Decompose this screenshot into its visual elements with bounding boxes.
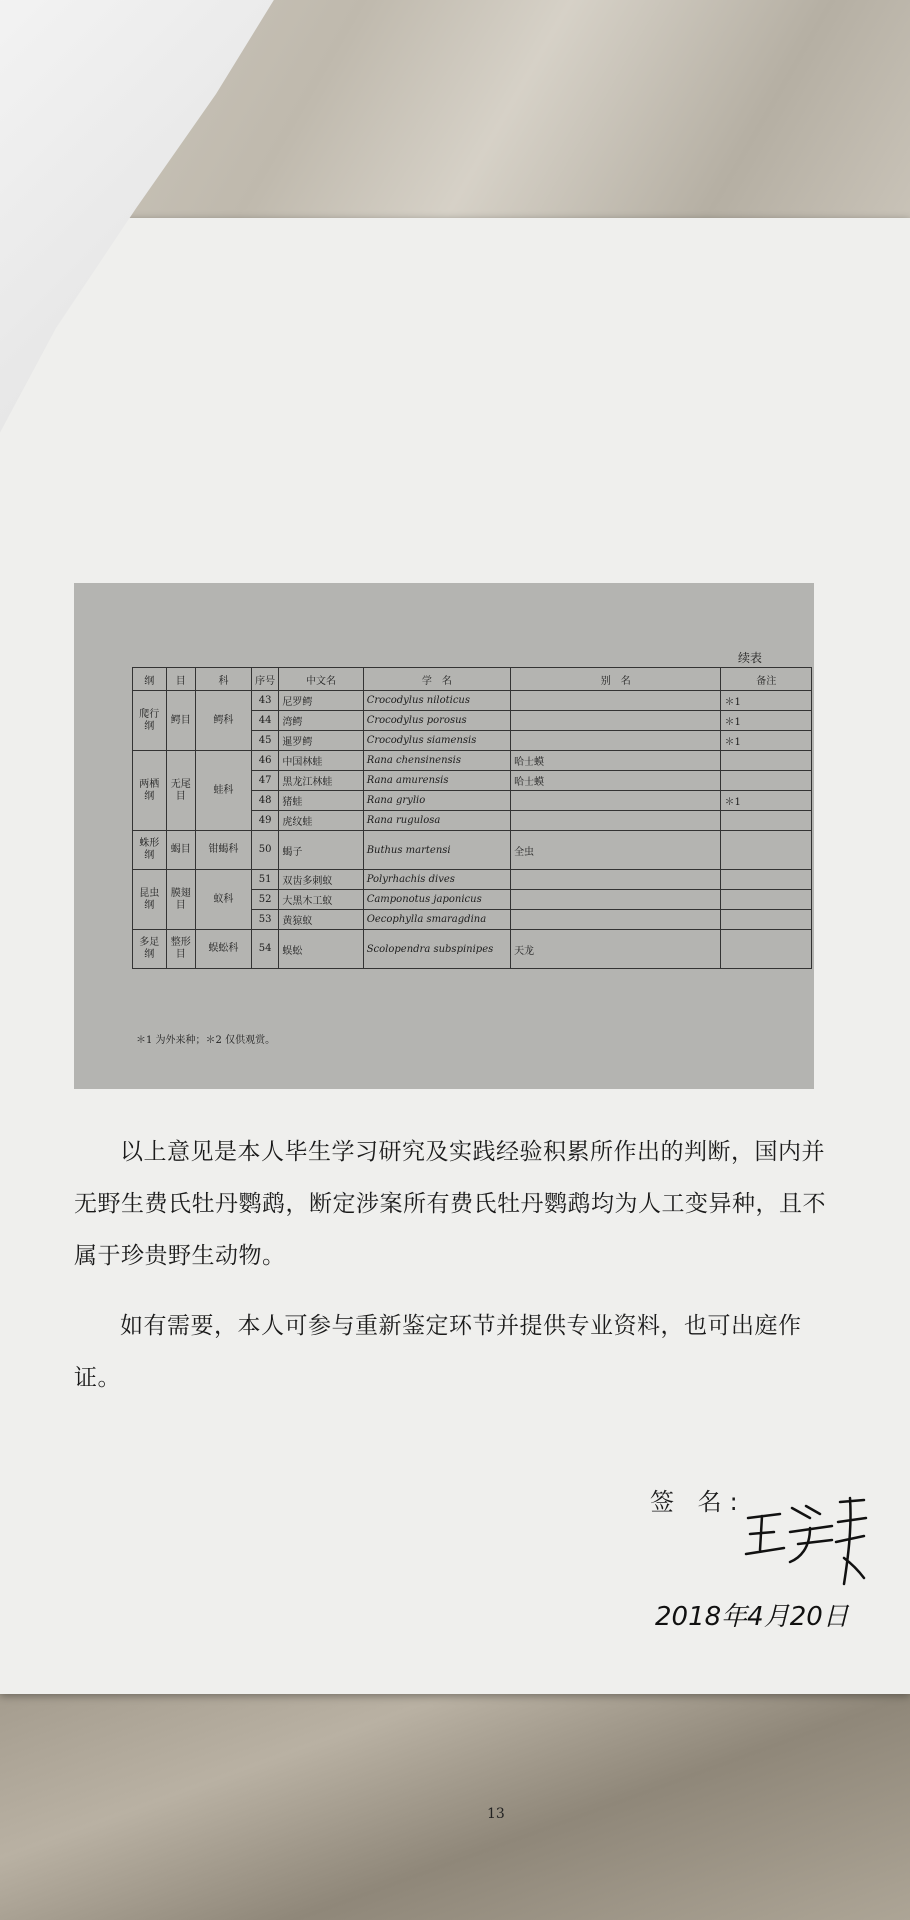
cell-class: 多足纲 [133,930,167,969]
cell-note: ＊1 [721,731,812,751]
table-row [133,751,812,771]
header-family: 科 [196,668,252,691]
cell-scientific-name: Scolopendra subspinipes [363,930,510,969]
cell-alias [511,691,721,711]
cell-number: 53 [251,910,278,930]
table-row [133,870,812,890]
cell-chinese-name: 尼罗鳄 [279,691,363,711]
cell-family: 钳蝎科 [196,831,252,870]
cell-order: 鳄目 [166,691,195,751]
cell-number: 52 [251,890,278,910]
cell-alias: 哈士蟆 [511,771,721,791]
cell-scientific-name: Rana amurensis [363,771,510,791]
cell-scientific-name: Crocodylus niloticus [363,691,510,711]
cell-note [721,930,812,969]
cell-number: 44 [251,711,278,731]
cell-scientific-name: Oecophylla smaragdina [363,910,510,930]
document-page [0,218,910,1822]
cell-scientific-name: Rana chensinensis [363,751,510,771]
cell-chinese-name: 双齿多刺蚁 [279,870,363,890]
cell-order: 整形目 [166,930,195,969]
cell-number: 51 [251,870,278,890]
marble-background-bottom [0,1690,910,1920]
cell-number: 46 [251,751,278,771]
cell-number: 49 [251,811,278,831]
cell-alias [511,910,721,930]
table-row [133,930,812,969]
header-alias: 别 名 [511,668,721,691]
signature-label: 签 名: [650,1488,746,1516]
cell-scientific-name: Crocodylus porosus [363,711,510,731]
cell-alias [511,731,721,751]
cell-family: 蜈蚣科 [196,930,252,969]
cell-alias [511,791,721,811]
cell-number: 48 [251,791,278,811]
cell-alias [511,890,721,910]
cell-note: ＊1 [721,791,812,811]
cell-note [721,811,812,831]
cell-order: 蝎目 [166,831,195,870]
cell-chinese-name: 蜈蚣 [279,930,363,969]
cell-family: 蛙科 [196,751,252,831]
cell-class: 爬行纲 [133,691,167,751]
continued-label: 续表 [737,651,762,665]
cell-chinese-name: 暹罗鳄 [279,731,363,751]
cell-order: 膜翅目 [166,870,195,930]
cell-chinese-name: 黄猄蚁 [279,910,363,930]
cell-chinese-name: 猪蛙 [279,791,363,811]
cell-note: ＊1 [721,711,812,731]
cell-chinese-name: 大黑木工蚁 [279,890,363,910]
cell-number: 45 [251,731,278,751]
cell-scientific-name: Rana rugulosa [363,811,510,831]
paragraph-testify: 如有需要，本人可参与重新鉴定环节并提供专业资料，也可出庭作证。 [74,1313,802,1391]
cell-class: 昆虫纲 [133,870,167,930]
page-number: 13 [487,1806,505,1822]
cell-scientific-name: Buthus martensi [363,831,510,870]
cell-order: 无尾目 [166,751,195,831]
header-note: 备注 [721,668,812,691]
paragraph-opinion: 以上意见是本人毕生学习研究及实践经验积累所作出的判断，国内并无野生费氏牡丹鹦鹉，断定涉案所有费氏牡丹鹦鹉均为人工变异种，且不属于珍贵野生动物。 [74,1139,826,1269]
cell-class: 两栖纲 [133,751,167,831]
cell-alias [511,711,721,731]
table-header-row [133,668,812,691]
cell-number: 43 [251,691,278,711]
cell-number: 50 [251,831,278,870]
cell-note [721,831,812,870]
cell-number: 54 [251,930,278,969]
cell-chinese-name: 蝎子 [279,831,363,870]
cell-scientific-name: Crocodylus siamensis [363,731,510,751]
header-class: 纲 [133,668,167,691]
cell-scientific-name: Camponotus japonicus [363,890,510,910]
species-table [132,667,812,969]
cell-scientific-name: Polyrhachis dives [363,870,510,890]
scanned-table-image [74,583,814,1089]
cell-alias: 全虫 [511,831,721,870]
cell-chinese-name: 虎纹蛙 [279,811,363,831]
header-number: 序号 [251,668,278,691]
cell-alias: 天龙 [511,930,721,969]
cell-chinese-name: 湾鳄 [279,711,363,731]
cell-family: 蚁科 [196,870,252,930]
cell-note [721,890,812,910]
cell-alias [511,811,721,831]
cell-note [721,751,812,771]
header-chinese-name: 中文名 [279,668,363,691]
cell-note [721,910,812,930]
table-row [133,831,812,870]
header-scientific-name: 学 名 [363,668,510,691]
cell-chinese-name: 黑龙江林蛙 [279,771,363,791]
cell-note [721,870,812,890]
cell-note [721,771,812,791]
header-order: 目 [166,668,195,691]
table-row [133,691,812,711]
cell-chinese-name: 中国林蛙 [279,751,363,771]
cell-alias: 哈士蟆 [511,751,721,771]
signature-date: 2018年4月20日 [655,1602,849,1632]
cell-scientific-name: Rana grylio [363,791,510,811]
cell-number: 47 [251,771,278,791]
cell-class: 蛛形纲 [133,831,167,870]
handwritten-signature [740,1488,870,1588]
table-footnote: ＊1 为外来种；＊2 仅供观赏。 [136,1035,276,1046]
cell-family: 鳄科 [196,691,252,751]
cell-alias [511,870,721,890]
cell-note: ＊1 [721,691,812,711]
